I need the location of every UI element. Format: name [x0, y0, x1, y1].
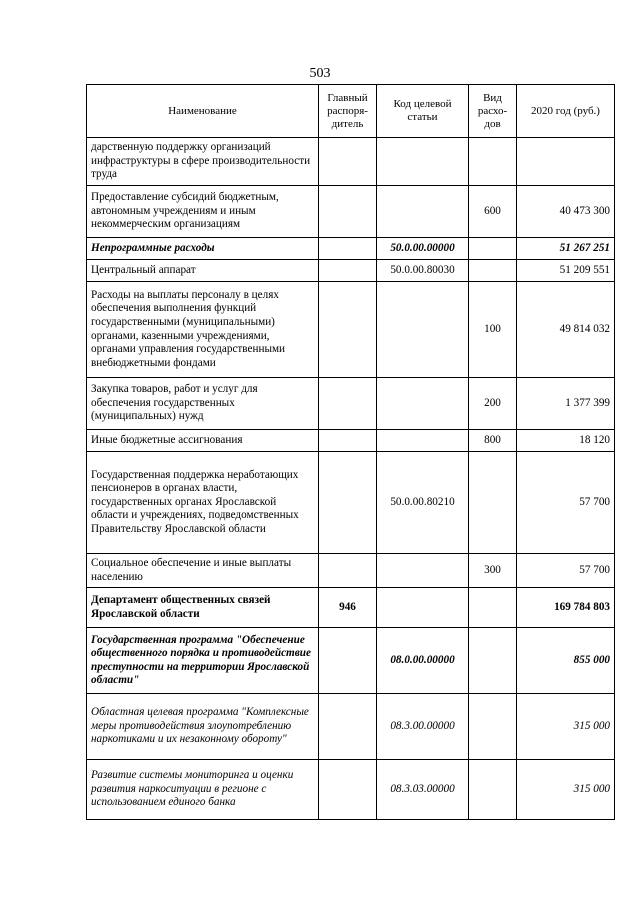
cell-amount: [517, 138, 615, 186]
cell-code: [377, 430, 469, 452]
cell-code: 08.3.00.00000: [377, 694, 469, 760]
table-row: [87, 378, 615, 430]
cell-type: [469, 760, 517, 820]
cell-type: [469, 588, 517, 628]
cell-name: Департамент общественных связей Ярославской области: [87, 588, 319, 628]
cell-amount: 51 267 251: [517, 238, 615, 260]
cell-amount: 855 000: [517, 628, 615, 694]
cell-code: [377, 554, 469, 588]
cell-admin: [319, 694, 377, 760]
cell-code: 08.0.00.00000: [377, 628, 469, 694]
cell-type: 600: [469, 186, 517, 238]
table-row: [87, 694, 615, 760]
cell-admin: [319, 138, 377, 186]
cell-admin: [319, 452, 377, 554]
table-row: [87, 430, 615, 452]
table-row: [87, 628, 615, 694]
table-body: [87, 138, 615, 820]
header-row: [87, 85, 615, 138]
table-row: [87, 760, 615, 820]
cell-code: [377, 282, 469, 378]
cell-type: [469, 260, 517, 282]
cell-amount: 57 700: [517, 452, 615, 554]
cell-code: [377, 186, 469, 238]
table-row: [87, 554, 615, 588]
cell-name: Иные бюджетные ассигнования: [87, 430, 319, 452]
cell-code: 50.0.00.00000: [377, 238, 469, 260]
cell-admin: [319, 186, 377, 238]
cell-amount: 18 120: [517, 430, 615, 452]
cell-type: [469, 452, 517, 554]
cell-admin: [319, 238, 377, 260]
header-amount: 2020 год (руб.): [517, 85, 615, 138]
cell-admin: 946: [319, 588, 377, 628]
header-name: Наименование: [87, 85, 319, 138]
cell-admin: [319, 554, 377, 588]
table-row: [87, 282, 615, 378]
cell-type: 100: [469, 282, 517, 378]
cell-type: 300: [469, 554, 517, 588]
cell-name: Центральный аппарат: [87, 260, 319, 282]
cell-name: Развитие системы мониторинга и оценки развития наркоситуации в регионе с использованием единого банка: [87, 760, 319, 820]
cell-amount: 315 000: [517, 760, 615, 820]
cell-name: дарственную поддержку организаций инфраструктуры в сфере производительности труда: [87, 138, 319, 186]
cell-type: [469, 238, 517, 260]
cell-name: Государственная поддержка неработающих пенсионеров в органах власти, государственных органах Ярославской области и учреждениях, подведомственных Правительству Ярославской области: [87, 452, 319, 554]
cell-amount: 49 814 032: [517, 282, 615, 378]
cell-name: Государственная программа "Обеспечение общественного порядка и противодействие преступности на территории Ярославской области": [87, 628, 319, 694]
table-row: [87, 588, 615, 628]
cell-code: 08.3.03.00000: [377, 760, 469, 820]
cell-code: [377, 138, 469, 186]
cell-amount: 51 209 551: [517, 260, 615, 282]
budget-table: [86, 84, 615, 820]
cell-admin: [319, 760, 377, 820]
cell-admin: [319, 628, 377, 694]
cell-name: Непрограммные расходы: [87, 238, 319, 260]
cell-amount: 315 000: [517, 694, 615, 760]
table-row: [87, 452, 615, 554]
cell-code: 50.0.00.80210: [377, 452, 469, 554]
cell-code: [377, 588, 469, 628]
cell-type: [469, 628, 517, 694]
table-row: [87, 260, 615, 282]
table-row: [87, 238, 615, 260]
cell-amount: 1 377 399: [517, 378, 615, 430]
cell-type: 800: [469, 430, 517, 452]
cell-admin: [319, 260, 377, 282]
header-code: Код целевой статьи: [377, 85, 469, 138]
header-type: Вид расхо-дов: [469, 85, 517, 138]
cell-amount: 169 784 803: [517, 588, 615, 628]
header-admin: Главный распоря-дитель: [319, 85, 377, 138]
cell-code: [377, 378, 469, 430]
cell-amount: 40 473 300: [517, 186, 615, 238]
cell-amount: 57 700: [517, 554, 615, 588]
cell-admin: [319, 282, 377, 378]
cell-name: Предоставление субсидий бюджетным, автономным учреждениям и иным некоммерческим организациям: [87, 186, 319, 238]
cell-admin: [319, 430, 377, 452]
cell-admin: [319, 378, 377, 430]
cell-name: Расходы на выплаты персоналу в целях обеспечения выполнения функций государственными (муниципальными) органами, казенными учреждениями, органами управления государственными внебюджетными фондами: [87, 282, 319, 378]
cell-type: [469, 694, 517, 760]
cell-code: 50.0.00.80030: [377, 260, 469, 282]
page-number: 503: [309, 66, 331, 81]
cell-type: [469, 138, 517, 186]
cell-name: Областная целевая программа "Комплексные меры противодействия злоупотреблению наркотиками и их незаконному обороту": [87, 694, 319, 760]
table-row: [87, 138, 615, 186]
cell-type: 200: [469, 378, 517, 430]
cell-name: Закупка товаров, работ и услуг для обеспечения государственных (муниципальных) нужд: [87, 378, 319, 430]
cell-name: Социальное обеспечение и иные выплаты населению: [87, 554, 319, 588]
table-row: [87, 186, 615, 238]
